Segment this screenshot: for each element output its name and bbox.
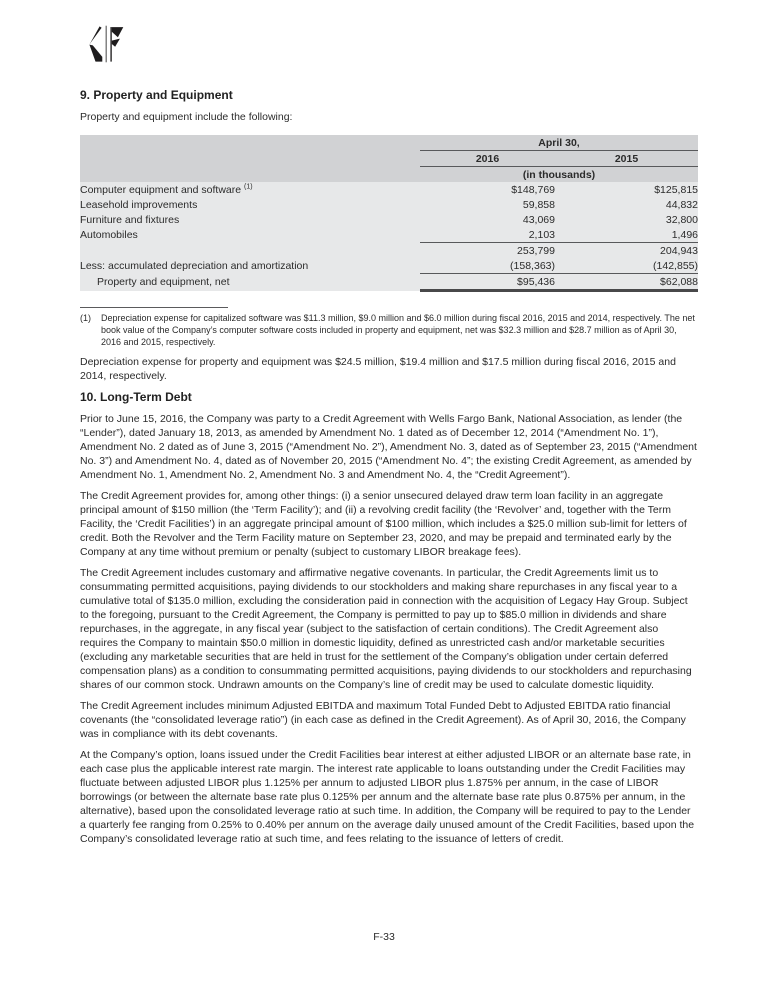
value-2015: 1,496 [555, 227, 698, 243]
value-2015: $125,815 [555, 182, 698, 197]
row-label: Leasehold improvements [80, 197, 420, 212]
value-2016: (158,363) [420, 258, 555, 274]
value-2016: $95,436 [420, 274, 555, 291]
value-2016: 253,799 [420, 243, 555, 259]
paragraph-credit-agreement-history: Prior to June 15, 2016, the Company was party to a Credit Agreement with Wells Fargo Bank, National Association, as lender (the “Lender”), dated January 18, 2013, as amended by Amendment No. 1 dated as of December 12, 2014 (“Amendment No. 1”), Amendment No. 2 dated as of June 3, 2015 (“Amendment No. 2”), Amendment No. 3, dated as of September 23, 2015 (“Amendment No. 3”) and Amendment No. 4, dated as of November 20, 2015 (“Amendment No. 4”; the existing Credit Agreement, as amended by Amendment No. 1, Amendment No. 2, Amendment No. 3 and Amendment No. 4, the “Credit Agreement”). [80, 413, 697, 482]
section-9-heading: 9. Property and Equipment [80, 88, 233, 102]
kf-monogram-icon [84, 22, 126, 66]
section-10-heading: 10. Long-Term Debt [80, 390, 192, 405]
table-units-header: (in thousands) [420, 167, 698, 183]
value-2015: 32,800 [555, 212, 698, 227]
korn-ferry-logo [84, 22, 126, 66]
footnote-marker: (1) [80, 313, 91, 323]
footnote-1 [80, 313, 698, 348]
section-9-intro: Property and equipment include the following: [80, 111, 293, 123]
value-2015: 44,832 [555, 197, 698, 212]
paragraph-interest-rates: At the Company’s option, loans issued under the Credit Facilities bear interest at either adjusted LIBOR or an alternate base rate, in each case plus the applicable interest rate margin. The interest rate applicable to loans outstanding under the Credit Facilities may fluctuate between adjusted LIBOR plus 1.125% per annum to adjusted LIBOR plus 1.875% per annum, in the case of LIBOR borrowings (or between the alternate base rate plus 0.125% per annum and the alternate base rate plus 0.875% per annum, in the alternative), based upon the consolidated leverage ratio at such time. In addition, the Company will be required to pay to the Lender a quarterly fee ranging from 0.25% to 0.40% per annum on the average daily unused amount of the Credit Facilities, based upon the Company’s consolidated leverage ratio at such time, and fees relating to the issuance of letters of credit. [80, 749, 695, 846]
row-label [80, 243, 420, 259]
value-2015: (142,855) [555, 258, 698, 274]
table-row [80, 212, 698, 227]
value-2016: 2,103 [420, 227, 555, 243]
value-2016: 59,858 [420, 197, 555, 212]
value-2015: $62,088 [555, 274, 698, 291]
paragraph-credit-facilities: The Credit Agreement provides for, among other things: (i) a senior unsecured delayed draw term loan facility in an aggregate principal amount of $150 million (the ‘Term Facility’); and (ii) a revolving credit facility (the ‘Revolver’ and, together with the Term Facility, the ‘Credit Facilities’) in an aggregate principal amount of $100 million, which includes a $25.0 million sub-limit for letters of credit. Both the Revolver and the Term Facility mature on September 23, 2020, and may be prepaid and terminated early by the Company at any time without premium or penalty (subject to customary LIBOR breakage fees). [80, 490, 687, 559]
paragraph-covenants: The Credit Agreement includes customary and affirmative negative covenants. In particular, the Credit Agreements limit us to consummating permitted acquisitions, paying dividends to our stockholders and making share repurchases in any fiscal year to a cumulative total of $135.0 million, excluding the consideration paid in connection with the acquisition of Legacy Hay Group. Subject to the foregoing, pursuant to the Credit Agreement, the Company is permitted to pay up to $85.0 million in dividends and share repurchases, in the aggregate, in any fiscal year (subject to the satisfaction of certain conditions). The Credit Agreement also requires the Company to maintain $50.0 million in domestic liquidity, defined as unrestricted cash and/or marketable securities (excluding any marketable securities that are held in trust for the settlement of the Company’s obligation under certain deferred compensation plans) as a condition to consummating permitted acquisitions, paying dividends to our stockholders and repurchasing shares of our common stock. Undrawn amounts on the Company’s line of credit may be used to calculate domestic liquidity. [80, 567, 692, 692]
row-label: Furniture and fixtures [80, 212, 420, 227]
table-date-row [80, 135, 698, 151]
footnote-divider [80, 307, 228, 308]
row-label: Automobiles [80, 227, 420, 243]
row-label: Less: accumulated depreciation and amortization [80, 258, 420, 274]
table-row [80, 258, 698, 274]
column-header-2015: 2015 [555, 151, 698, 167]
paragraph-ebitda-covenants: The Credit Agreement includes minimum Adjusted EBITDA and maximum Total Funded Debt to Adjusted EBITDA ratio financial covenants (the “consolidated leverage ratio”) (in each case as defined in the Credit Agreement). As of April 30, 2016, the Company was in compliance with its debt covenants. [80, 700, 686, 741]
value-2016: 43,069 [420, 212, 555, 227]
table-row [80, 227, 698, 243]
table-year-row [80, 151, 698, 167]
table-row-subtotal [80, 243, 698, 259]
page-number: F-33 [373, 931, 395, 943]
value-2016: $148,769 [420, 182, 555, 197]
table-date-header: April 30, [420, 135, 698, 151]
row-label: Property and equipment, net [80, 274, 420, 291]
table-row [80, 197, 698, 212]
value-2015: 204,943 [555, 243, 698, 259]
footnote-reference: (1) [244, 183, 253, 190]
footnote-text: Depreciation expense for capitalized software was $11.3 million, $9.0 million and $6.0 million during fiscal 2016, 2015 and 2014, respectively. The net book value of the Company’s computer software costs included in property and equipment, net was $32.3 million and $28.7 million as of April 30, 2016 and 2015, respectively. [101, 313, 695, 347]
page-content [80, 88, 698, 853]
table-row-total [80, 274, 698, 291]
row-label: Computer equipment and software $^{(1)}$ [80, 182, 420, 197]
table-row [80, 182, 698, 197]
table-units-row [80, 167, 698, 183]
property-equipment-table [80, 135, 698, 292]
depreciation-paragraph: Depreciation expense for property and equipment was $24.5 million, $19.4 million and $17.5 million during fiscal 2016, 2015 and 2014, respectively. [80, 356, 676, 383]
column-header-2016: 2016 [420, 151, 555, 167]
